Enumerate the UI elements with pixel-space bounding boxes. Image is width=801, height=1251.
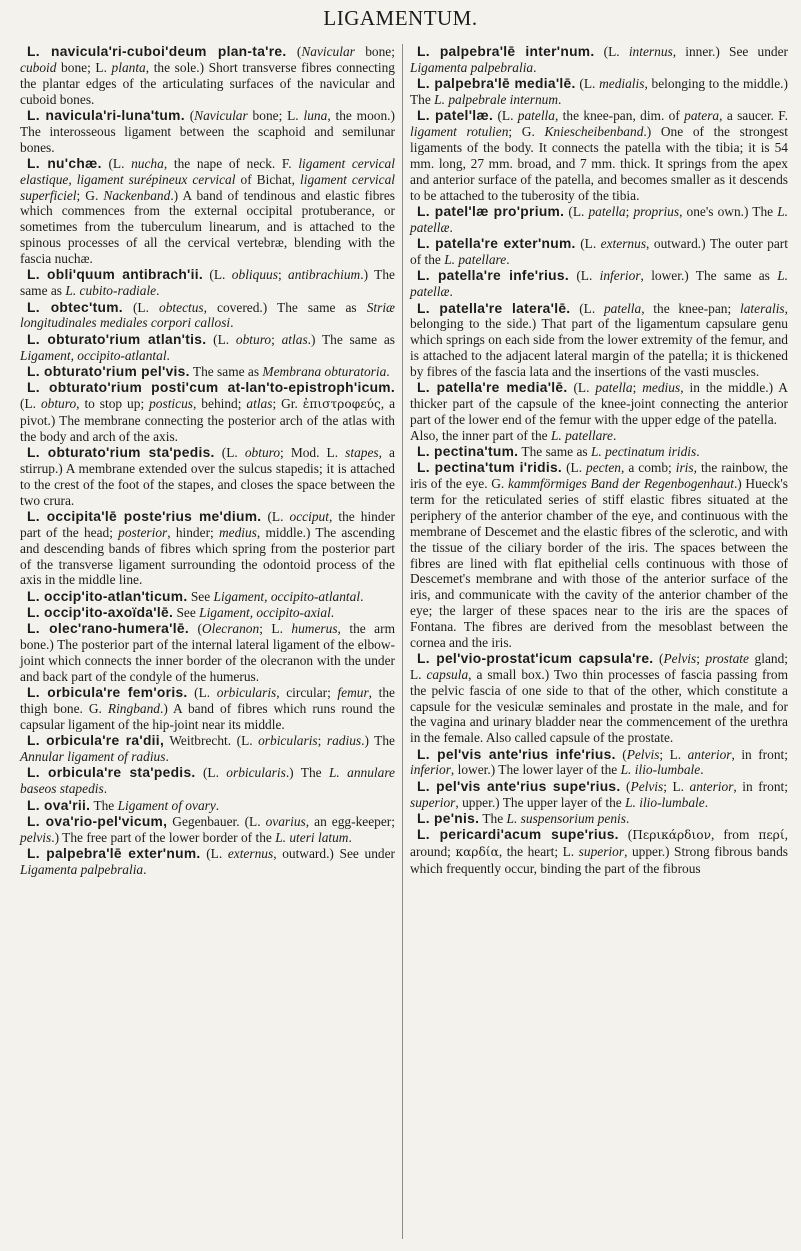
running-head: LIGAMENTUM. <box>323 6 478 30</box>
entry-headword: L. pel'vio-prostat'icum capsula're. <box>417 651 654 667</box>
entry-definition: (L. obturo; atlas.) The same as Ligament, occipito-atlantal. <box>20 331 395 363</box>
dictionary-entry <box>20 509 395 588</box>
dictionary-entry <box>410 380 788 443</box>
column-divider <box>402 44 403 1239</box>
dictionary-entry <box>20 156 395 267</box>
entry-definition: Weitbrecht. (L. orbicularis; radius.) The Annular ligament of radius. <box>20 733 395 765</box>
dictionary-entry <box>410 236 788 268</box>
entry-definition: (L. orbicularis, circular; femur, the thigh bone. G. Ringband.) A band of fibres which runs round the capsular ligament of the hip-joint near its middle. <box>20 685 395 732</box>
dictionary-entry <box>20 445 395 508</box>
entry-definition: (L. nucha, the nape of neck. F. ligament cervical elastique, ligament surépineux cervical of Bichat, ligament cervical superficiel; G. Nackenband.) A band of tendinous and elastic fibres which commences from the external occipital protuberance, or sometimes from the tuberculum linearum, and is attached to the spinous processes of all the cervical vertebræ, blending with the fascia nuchæ. <box>20 155 395 266</box>
entry-headword: L. obturato'rium sta'pedis. <box>27 445 215 461</box>
entry-definition: (L. occiput, the hinder part of the head; posterior, hinder; medius, middle.) The ascending and descending bands of fibres which spring from the posterior part of the transverse ligament surrounding the odontoid process of the axis in the middle line. <box>20 508 395 588</box>
entry-definition: (Περικάρδιον, from περί, around; καρδία, the heart; L. superior, upper.) Strong fibrous bands which frequently occur, binding the part of the fibrous <box>410 827 788 877</box>
dictionary-entry <box>20 814 395 846</box>
entry-definition: (L. patella; medius, in the middle.) A thicker part of the capsule of the knee-joint connecting the anterior part of the lower end of the femur with the upper edge of the patella. Also, the inner part of the L. patellare. <box>410 380 788 443</box>
dictionary-entry <box>20 605 395 621</box>
dictionary-entry <box>20 765 395 797</box>
right-column <box>410 44 788 1245</box>
entry-definition: (L. patella, the knee-pan; lateralis, belonging to the side.) That part of the ligamentum capsulare genu which springs on each side from the lower extremity of the femur, and is attached to the adjacent lateral margin of the patella; it is thickened by fibres of the fascia lata and the insertions of the vasti muscles. <box>410 300 788 379</box>
entry-definition: (Pelvis; prostate gland; L. capsula, a small box.) Two thin processes of fascia passing from the pelvic fascia of one side to that of the other, which constitute a capsule for the vesiculæ seminales and prostate in the male, and for the vagina and urinary bladder near the commencement of the urethra in the female. Also called capsule of the prostate. <box>410 651 788 746</box>
entry-headword: L. ova'rio-pel'vicum, <box>27 814 168 829</box>
dictionary-entry <box>20 44 395 107</box>
entry-definition: See Ligament, occipito-axial. <box>176 605 335 621</box>
entry-headword: L. patella're media'lē. <box>417 380 568 396</box>
entry-headword: L. occip'ito-axoïda'lē. <box>27 605 174 621</box>
dictionary-entry <box>20 798 395 814</box>
entry-headword: L. ova'rii. <box>27 797 91 813</box>
entry-headword: L. occip'ito-atlan'ticum. <box>27 588 188 604</box>
entry-headword: L. pericardi'acum supe'rius. <box>417 827 619 843</box>
dictionary-entry <box>410 779 788 811</box>
entry-headword: L. patel'læ. <box>417 108 494 124</box>
entry-headword: L. obturato'rium posti'cum at-lan'to-epistroph'icum. <box>27 380 395 396</box>
entry-definition: (L. obliquus; antibrachium.) The same as L. cubito-radiale. <box>20 267 395 299</box>
entry-definition: (Pelvis; L. anterior, in front; inferior, lower.) The lower layer of the L. ilio-lumbale. <box>410 746 788 778</box>
entry-definition: (L. obtectus, covered.) The same as Striæ longitudinales mediales corpori callosi. <box>20 299 395 331</box>
dictionary-entry <box>410 747 788 779</box>
entry-headword: L. pel'vis ante'rius infe'rius. <box>417 746 616 762</box>
entry-headword: L. navicula'ri-cuboi'deum plan-ta're. <box>27 44 287 59</box>
entry-headword: L. obli'quum antibrach'ii. <box>27 267 204 283</box>
entry-definition: (L. obturo; Mod. L. stapes, a stirrup.) A membrane extended over the sulcus stapedis; it is attached to the crest of the foot of the stapes, and closes the space between the two crura. <box>20 445 396 508</box>
entry-headword: L. obtec'tum. <box>27 299 123 315</box>
entry-headword: L. pel'vis ante'rius supe'rius. <box>417 778 621 794</box>
dictionary-entry <box>20 267 395 299</box>
dictionary-entry <box>410 44 788 76</box>
entry-definition: Gegenbauer. (L. ovarius, an egg-keeper; pelvis.) The free part of the lower border of the L. uteri latum. <box>20 814 395 845</box>
dictionary-entry <box>20 846 395 878</box>
entry-headword: L. pectina'tum i'ridis. <box>417 460 563 476</box>
dictionary-entry <box>20 380 395 444</box>
entry-definition: (Navicular bone; cuboid bone; L. planta, the sole.) Short transverse fibres connecting the plantar edges of the articulating surfaces of the navicular and cuboid bones. <box>20 44 395 107</box>
dictionary-entry <box>20 364 395 380</box>
entry-definition: (L. orbicularis.) The L. annulare baseos stapedis. <box>20 765 395 797</box>
entry-definition: (L. patella; proprius, one's own.) The L. patellæ. <box>410 203 788 235</box>
entry-definition: The Ligament of ovary. <box>93 797 220 813</box>
entry-definition: (L. inferior, lower.) The same as L. patellæ. <box>410 268 788 300</box>
dictionary-entry <box>410 76 788 108</box>
dictionary-entry <box>20 332 395 364</box>
dictionary-entry <box>20 589 395 605</box>
dictionary-entry <box>410 301 788 380</box>
dictionary-entry <box>410 204 788 236</box>
entry-definition: (L. internus, inner.) See under Ligamenta palpebralia. <box>410 44 788 75</box>
entry-headword: L. palpebra'lē exter'num. <box>27 846 201 862</box>
entry-headword: L. palpebra'lē media'lē. <box>417 76 576 92</box>
dictionary-entry <box>410 827 788 877</box>
entry-definition: (L. pecten, a comb; iris, the rainbow, the iris of the eye. G. kammförmiges Band der Regenbogenhaut.) Hueck's term for the reticulated series of stiff elastic fibres situated at the periphery of the anterior chamber of the eye, and continuous with the membrane of Descemet and the elastic fibres of the sclerotic, and with the tissue of the ciliary border of the iris. The spaces between the fibres are lined with flat epithelial cells continuous with those of Descemet's membrane and with those of the anterior surface of the iris, and communicate with the cavity of the anterior chamber of the eye; the larger of these spaces near to the iris are the spaces of Fontana. The fibres are derived from the mesoblast between the cornea and the iris. <box>410 460 788 650</box>
entry-headword: L. palpebra'lē inter'num. <box>417 44 595 59</box>
entry-definition: The same as L. pectinatum iridis. <box>521 444 700 460</box>
dictionary-entry <box>410 651 788 746</box>
entry-definition: The L. suspensorium penis. <box>482 811 630 826</box>
dictionary-entry <box>20 685 395 733</box>
entry-definition: (L. externus, outward.) See under Ligamenta palpebralia. <box>20 846 395 878</box>
entry-headword: L. navicula'ri-luna'tum. <box>27 107 185 123</box>
entry-headword: L. olec'rano-humera'lē. <box>27 621 189 637</box>
entry-definition: (L. obturo, to stop up; posticus, behind; atlas; Gr. ἐπιστροφεύς, a pivot.) The membrane connecting the posterior arch of the atlas with the body and arch of the axis. <box>20 396 396 444</box>
entry-headword: L. nu'chæ. <box>27 155 102 171</box>
entry-headword: L. patella're exter'num. <box>417 236 576 252</box>
dictionary-entry <box>20 621 395 684</box>
entry-definition: See Ligament, occipito-atlantal. <box>190 588 364 604</box>
dictionary-entry <box>20 108 395 156</box>
dictionary-entry <box>410 108 788 203</box>
entry-headword: L. obturato'rium pel'vis. <box>27 363 190 379</box>
left-column <box>20 44 395 1245</box>
dictionary-entry <box>410 460 788 650</box>
entry-headword: L. patella're latera'lē. <box>417 300 571 316</box>
entry-headword: L. pectina'tum. <box>417 444 519 460</box>
entry-definition: (Olecranon; L. humerus, the arm bone.) The posterior part of the internal lateral ligament of the elbow-joint which connects the inner border of the olecranon with the under and back part of the condyle of the humerus. <box>20 621 395 684</box>
entry-definition: The same as Membrana obturatoria. <box>192 363 390 379</box>
entry-definition: (L. medialis, belonging to the middle.) The L. palpebrale internum. <box>410 76 788 108</box>
dictionary-entry <box>410 811 788 827</box>
dictionary-entry <box>410 268 788 300</box>
entry-headword: L. pe'nis. <box>417 811 480 826</box>
entry-headword: L. patel'læ pro'prium. <box>417 203 565 219</box>
dictionary-entry <box>20 733 395 765</box>
entry-headword: L. occipita'lē poste'rius me'dium. <box>27 508 262 524</box>
entry-definition: (Pelvis; L. anterior, in front; superior, upper.) The upper layer of the L. ilio-lumbale. <box>410 778 788 810</box>
entry-definition: (L. patella, the knee-pan, dim. of patera, a saucer. F. ligament rotulien; G. Kniescheibenband.) One of the strongest ligaments of the body. It connects the patella with the tibia; it is 54 mm. long, 27 mm. broad, and 7 mm. thick. It springs from the apex and anterior surface of the patella, and becomes smaller as it descends to be attached to the tuberosity of the tibia. <box>410 108 788 203</box>
entry-headword: L. patella're infe'rius. <box>417 268 570 284</box>
dictionary-entry <box>410 444 788 460</box>
entry-headword: L. orbicula're ra'dii, <box>27 733 165 749</box>
entry-headword: L. orbicula're fem'oris. <box>27 685 188 701</box>
entry-headword: L. obturato'rium atlan'tis. <box>27 331 207 347</box>
entry-definition: (L. externus, outward.) The outer part of the L. patellare. <box>410 236 788 267</box>
dictionary-entry <box>20 300 395 332</box>
entry-headword: L. orbicula're sta'pedis. <box>27 765 196 781</box>
entry-definition: (Navicular bone; L. luna, the moon.) The interosseous ligament between the scaphoid and semilunar bones. <box>20 107 395 155</box>
